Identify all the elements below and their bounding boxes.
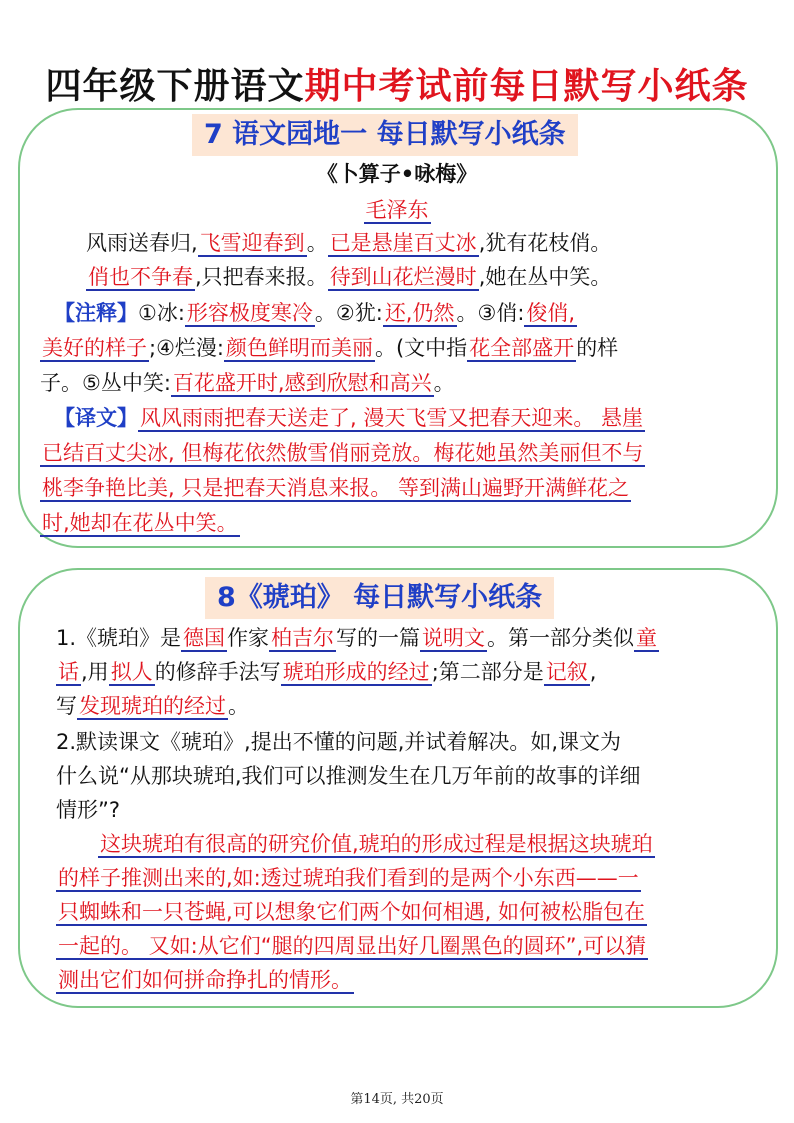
text: , <box>589 660 597 684</box>
translation-line-4 <box>40 509 240 537</box>
section-7-heading: 7 语文园地一 每日默写小纸条 <box>192 114 578 156</box>
text: ;第二部分是 <box>431 660 544 684</box>
text: 。(文中指 <box>374 336 468 360</box>
text: 1.《琥珀》是 <box>56 626 182 650</box>
section-8-heading: 8《琥珀》 每日默写小纸条 <box>205 577 554 619</box>
text: 。③俏: <box>456 301 525 325</box>
answer-line-5 <box>56 966 354 994</box>
answer: 拟人 <box>110 660 153 684</box>
text: ,犹有花枝俏。 <box>478 231 612 255</box>
answer: 柏吉尔 <box>271 626 335 650</box>
answer: 说明文 <box>422 626 486 650</box>
answer: 已结百丈尖冰, 但梅花依然傲雪俏丽竞放。梅花她虽然美丽但不与 <box>42 441 644 465</box>
text: 的样 <box>576 336 619 360</box>
text: 写的一篇 <box>336 626 421 650</box>
text: 作家 <box>227 626 270 650</box>
text: 。 <box>433 371 455 395</box>
page-title <box>0 58 794 109</box>
answer: 琥珀形成的经过 <box>282 660 430 684</box>
q2-line-2: 什么说“从那块琥珀,我们可以推测发生在几万年前的故事的详细 <box>56 764 641 788</box>
answer: 待到山花烂漫时 <box>329 265 477 289</box>
q1-line-1 <box>56 624 659 652</box>
title-red: 期中考试前每日默写小纸条 <box>304 66 749 107</box>
answer: 形容极度寒冷 <box>186 301 313 325</box>
answer: 这块琥珀有很高的研究价值,琥珀的形成过程是根据这块琥珀 <box>100 832 653 856</box>
text: 。 <box>228 694 249 718</box>
text: 的修辞手法写 <box>154 660 281 684</box>
text: 风雨送春归, <box>86 231 198 255</box>
answer: 美好的样子 <box>42 336 147 360</box>
answer: 还,仍然 <box>384 301 455 325</box>
text: ①冰: <box>138 301 185 325</box>
answer: 童 <box>636 626 658 650</box>
answer-line-3 <box>56 898 647 926</box>
translation-line-1 <box>54 404 645 432</box>
note-line-3 <box>40 369 455 397</box>
answer: 桃李争艳比美, 只是把春天消息来报。 等到满山遍野开满鲜花之 <box>42 476 630 500</box>
text: 子。⑤丛中笑: <box>40 371 171 395</box>
poem-title: 《卜算子•咏梅》 <box>316 162 478 186</box>
answer: 俊俏, <box>526 301 576 325</box>
q1-line-3 <box>56 692 249 720</box>
answer: 已是悬崖百丈冰 <box>329 231 477 255</box>
answer: 飞雪迎春到 <box>199 231 305 255</box>
answer-line-2 <box>56 864 641 892</box>
answer: 俏也不争春 <box>88 265 193 289</box>
text: ,她在丛中笑。 <box>478 265 612 289</box>
note-line-1 <box>54 299 577 327</box>
text: 。②犹: <box>314 301 383 325</box>
translation-line-2 <box>40 439 645 467</box>
answer: 德国 <box>183 626 226 650</box>
answer-line-1 <box>98 830 655 858</box>
answer: 测出它们如何拼命挣扎的情形。 <box>58 968 352 992</box>
poem-line-1 <box>86 229 611 257</box>
answer: 风风雨雨把春天送走了, 漫天飞雪又把春天迎来。 悬崖 <box>140 406 644 430</box>
text: 。 <box>306 231 328 255</box>
answer: 话 <box>58 660 79 684</box>
answer: 记叙 <box>545 660 588 684</box>
poem-line-2 <box>86 263 611 291</box>
answer: 花全部盛开 <box>469 336 575 360</box>
translation-label: 【译文】 <box>54 406 138 430</box>
text: 写 <box>56 694 77 718</box>
answer: 只蜘蛛和一只苍蝇,可以想象它们两个如何相遇, 如何被松脂包在 <box>58 900 646 924</box>
answer: 颜色鲜明而美丽 <box>225 336 373 360</box>
answer-line-4 <box>56 932 648 960</box>
text: ,用 <box>81 660 109 684</box>
q1-line-2 <box>56 658 596 686</box>
title-black: 四年级下册语文 <box>45 66 305 107</box>
answer: 的样子推测出来的,如:透过琥珀我们看到的是两个小东西——一 <box>58 866 639 890</box>
answer-author: 毛泽东 <box>365 198 429 222</box>
note-line-2 <box>40 334 618 362</box>
note-label: 【注释】 <box>54 301 138 325</box>
text: ,只把春来报。 <box>195 265 328 289</box>
answer: 发现琥珀的经过 <box>79 694 226 718</box>
q2-line-1: 2.默读课文《琥珀》,提出不懂的问题,并试着解决。如,课文为 <box>56 730 622 754</box>
answer: 百花盛开时,感到欣慰和高兴 <box>172 371 432 395</box>
answer: 时,她却在花丛中笑。 <box>42 511 238 535</box>
text: 。第一部分类似 <box>487 626 635 650</box>
text: ;④烂漫: <box>149 336 224 360</box>
poem-author <box>0 196 794 224</box>
q2-line-3: 情形”? <box>56 798 121 822</box>
translation-line-3 <box>40 474 631 502</box>
page-number: 第14页, 共20页 <box>350 1092 444 1107</box>
answer: 一起的。 又如:从它们“腿的四周显出好几圈黑色的圆环”,可以猜 <box>58 934 647 958</box>
